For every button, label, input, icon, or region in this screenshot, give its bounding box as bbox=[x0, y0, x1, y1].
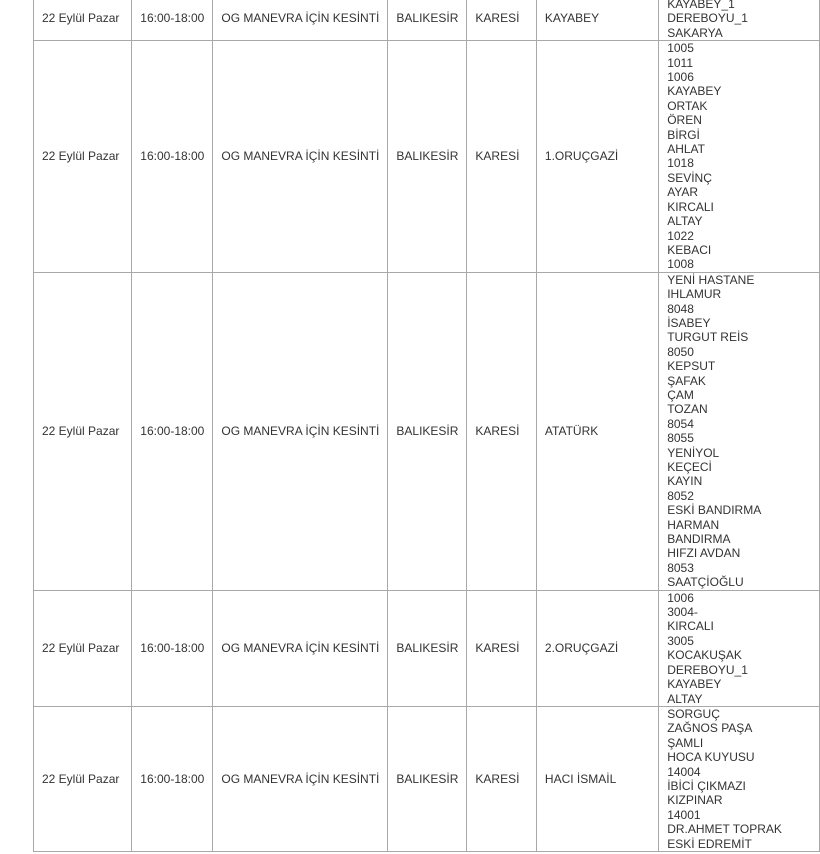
time-cell: 16:00-18:00 bbox=[132, 590, 213, 706]
street-name: 8048 bbox=[667, 301, 694, 316]
street-name: AYAR bbox=[667, 185, 699, 200]
street-name: ZAĞNOS PAŞA bbox=[667, 721, 753, 736]
date-cell: 22 Eylül Pazar bbox=[34, 706, 132, 851]
city-cell: BALIKESİR bbox=[388, 41, 467, 273]
streets-cell bbox=[659, 41, 820, 273]
street-name: İSABEY bbox=[667, 315, 711, 330]
street-name: ALTAY bbox=[667, 691, 703, 706]
district-cell: KARESİ bbox=[467, 590, 536, 706]
description-cell: OG MANEVRA İÇİN KESİNTİ bbox=[213, 0, 388, 41]
street-name: 14004 bbox=[667, 764, 701, 779]
table-row bbox=[34, 590, 820, 706]
street-name: 8054 bbox=[667, 416, 694, 431]
street-name: 3004- bbox=[667, 605, 698, 620]
street-name: 1005 bbox=[667, 41, 694, 56]
neighborhood-cell: HACI İSMAİL bbox=[536, 706, 658, 851]
street-name: ESKİ BANDIRMA bbox=[667, 503, 762, 518]
street-name: SAKARYA bbox=[667, 25, 723, 40]
street-name: KOCAKUŞAK bbox=[667, 648, 742, 663]
street-name: SEVİNÇ bbox=[667, 170, 712, 185]
time-cell: 16:00-18:00 bbox=[132, 706, 213, 851]
date-cell: 22 Eylül Pazar bbox=[34, 272, 132, 590]
street-name: HOCA KUYUSU bbox=[667, 750, 755, 765]
street-name: YENİYOL bbox=[667, 445, 720, 460]
time-cell: 16:00-18:00 bbox=[132, 41, 213, 273]
street-name: BİRGİ bbox=[667, 127, 700, 142]
table-row bbox=[34, 706, 820, 851]
street-name: 8053 bbox=[667, 560, 694, 575]
streets-cell bbox=[659, 706, 820, 851]
street-name: 1006 bbox=[667, 590, 694, 605]
street-name: KAYABEY_1 bbox=[667, 0, 735, 11]
neighborhood-cell: ATATÜRK bbox=[536, 272, 658, 590]
table-row bbox=[34, 272, 820, 590]
street-name: 1006 bbox=[667, 70, 694, 85]
streets-cell bbox=[659, 0, 820, 41]
street-name: İBİCİ ÇIKMAZI bbox=[667, 778, 746, 793]
district-cell: KARESİ bbox=[467, 272, 536, 590]
street-name: DEREBOYU_1 bbox=[667, 11, 748, 26]
street-name: HARMAN bbox=[667, 517, 720, 532]
neighborhood-cell: 2.ORUÇGAZİ bbox=[536, 590, 658, 706]
street-name: KEBACI bbox=[667, 242, 712, 257]
district-cell: KARESİ bbox=[467, 41, 536, 273]
street-name: 1008 bbox=[667, 257, 694, 272]
street-name: HIFZI AVDAN bbox=[667, 546, 741, 561]
street-name: ŞAFAK bbox=[667, 373, 706, 388]
street-name: KAYABEY bbox=[667, 84, 722, 99]
outage-table-body bbox=[34, 0, 820, 851]
street-name: 1011 bbox=[667, 55, 693, 70]
date-cell: 22 Eylül Pazar bbox=[34, 41, 132, 273]
neighborhood-cell: KAYABEY bbox=[536, 0, 658, 41]
description-cell: OG MANEVRA İÇİN KESİNTİ bbox=[213, 706, 388, 851]
street-name: ŞAMLI bbox=[667, 735, 704, 750]
street-name: BANDIRMA bbox=[667, 532, 731, 547]
streets-cell bbox=[659, 272, 820, 590]
street-name: KIZPINAR bbox=[667, 793, 723, 808]
street-name: ALTAY bbox=[667, 214, 703, 229]
street-name: KEÇECİ bbox=[667, 460, 712, 474]
street-name: ÖREN bbox=[667, 113, 702, 128]
street-name: ESKİ EDREMİT bbox=[667, 836, 752, 851]
city-cell: BALIKESİR bbox=[388, 706, 467, 851]
street-name: 8055 bbox=[667, 431, 694, 446]
time-cell: 16:00-18:00 bbox=[132, 272, 213, 590]
street-name: SORGUÇ bbox=[667, 706, 720, 721]
street-name: 8050 bbox=[667, 344, 694, 359]
district-cell: KARESİ bbox=[467, 706, 536, 851]
city-cell: BALIKESİR bbox=[388, 590, 467, 706]
street-name: TOZAN bbox=[667, 402, 708, 417]
street-name: ÇAM bbox=[667, 387, 694, 402]
street-name: DEREBOYU_1 bbox=[667, 662, 748, 677]
street-name: AHLAT bbox=[667, 142, 705, 157]
street-name: YENİ HASTANE bbox=[667, 272, 755, 287]
street-name: TURGUT REİS bbox=[667, 330, 749, 345]
street-name: KIRCALI bbox=[667, 619, 714, 634]
city-cell: BALIKESİR bbox=[388, 272, 467, 590]
time-cell: 16:00-18:00 bbox=[132, 0, 213, 41]
street-name: ORTAK bbox=[667, 98, 708, 113]
district-cell: KARESİ bbox=[467, 0, 536, 41]
table-row bbox=[34, 0, 820, 41]
street-name: IHLAMUR bbox=[667, 287, 722, 302]
street-name: 14001 bbox=[667, 807, 701, 822]
street-name: KEPSUT bbox=[667, 359, 716, 374]
street-name: 3005 bbox=[667, 633, 694, 648]
date-cell: 22 Eylül Pazar bbox=[34, 0, 132, 41]
street-name: KAYIN bbox=[667, 474, 703, 489]
street-name: 1018 bbox=[667, 156, 694, 171]
date-cell: 22 Eylül Pazar bbox=[34, 590, 132, 706]
street-name: 1022 bbox=[667, 228, 694, 243]
street-name: KAYABEY bbox=[667, 677, 722, 692]
streets-cell bbox=[659, 590, 820, 706]
city-cell: BALIKESİR bbox=[388, 0, 467, 41]
description-cell: OG MANEVRA İÇİN KESİNTİ bbox=[213, 41, 388, 273]
description-cell: OG MANEVRA İÇİN KESİNTİ bbox=[213, 590, 388, 706]
street-name: KIRCALI bbox=[667, 199, 714, 214]
outage-table bbox=[33, 0, 820, 852]
description-cell: OG MANEVRA İÇİN KESİNTİ bbox=[213, 272, 388, 590]
street-name: 8052 bbox=[667, 488, 694, 503]
street-name: SAATÇİOĞLU bbox=[667, 575, 744, 590]
neighborhood-cell: 1.ORUÇGAZİ bbox=[536, 41, 658, 273]
street-name: DR.AHMET TOPRAK bbox=[667, 822, 782, 837]
table-row bbox=[34, 41, 820, 273]
